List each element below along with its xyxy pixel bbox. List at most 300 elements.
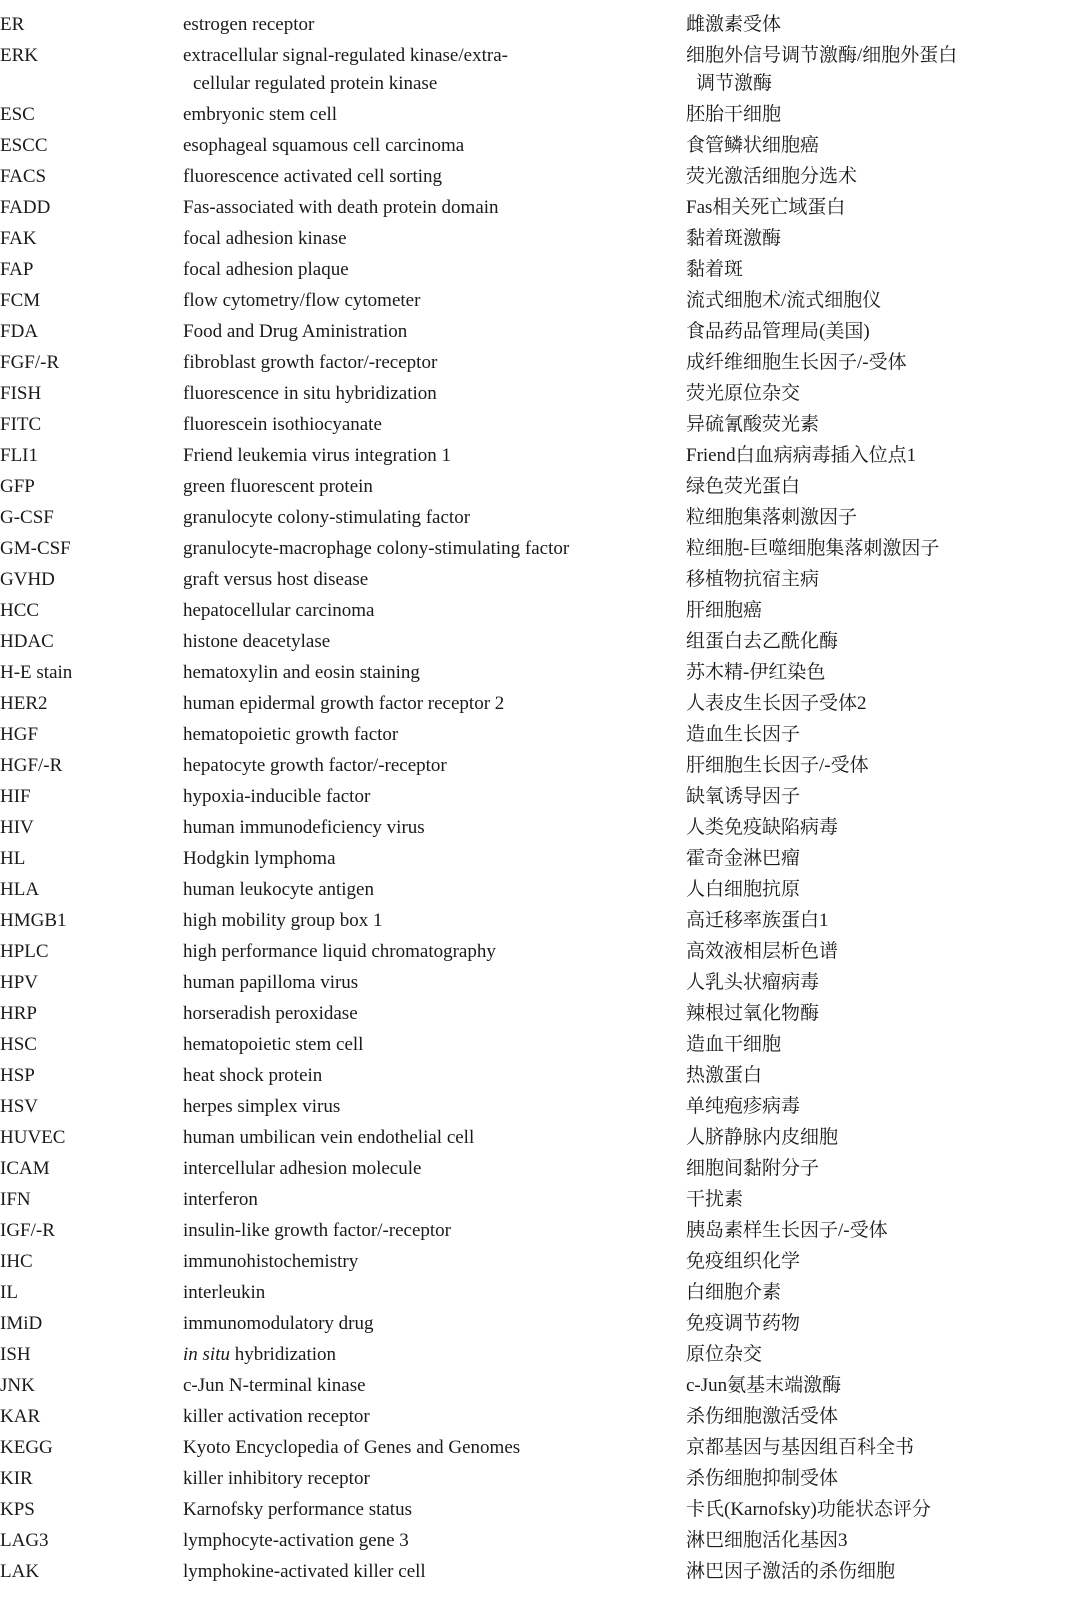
glossary-row [0,42,1069,101]
english-term-line: intercellular adhesion molecule [183,1158,422,1179]
chinese-term [686,349,907,377]
english-term [183,1341,336,1369]
abbreviation: FAP [0,259,34,280]
chinese-term [686,442,916,470]
chinese-term-line: 细胞间黏附分子 [686,1158,820,1179]
chinese-term-line: 造血生长因子 [686,724,801,745]
chinese-term-line: 造血干细胞 [686,1034,782,1055]
chinese-term [686,194,845,222]
chinese-term [686,1496,931,1524]
abbreviation: HLA [0,879,40,900]
abbreviation: HMGB1 [0,910,67,931]
chinese-term [686,845,800,873]
glossary-row [0,442,1069,473]
abbreviation: HIV [0,817,34,838]
english-term-line: interleukin [183,1282,266,1303]
chinese-term-line: 胰岛素样生长因子/-受体 [686,1220,888,1241]
abbreviation: IMiD [0,1313,43,1334]
glossary-row [0,845,1069,876]
english-term [183,1558,426,1586]
english-term-line: immunomodulatory drug [183,1313,374,1334]
chinese-term-line: 人类免疫缺陷病毒 [686,817,839,838]
chinese-term-line: 人表皮生长因子受体2 [686,693,867,714]
english-term [183,1217,451,1245]
chinese-term [686,690,867,718]
abbreviation: IL [0,1282,18,1303]
english-term-line: Fas-associated with death protein domain [183,197,499,218]
english-term [183,752,447,780]
english-term-line: histone deacetylase [183,631,331,652]
english-term [183,1248,358,1276]
chinese-term-line: 霍奇金淋巴瘤 [686,848,801,869]
glossary-list [0,11,1069,1589]
english-term [183,690,504,718]
english-term [183,1403,370,1431]
english-term [183,256,349,284]
chinese-term-line: 热激蛋白 [686,1065,763,1086]
abbreviation: FDA [0,321,39,342]
chinese-term [686,225,781,253]
english-term [183,659,420,687]
abbreviation: FACS [0,166,47,187]
english-term-line: fluorescein isothiocyanate [183,414,382,435]
abbreviation: KIR [0,1468,33,1489]
chinese-term-line: 缺氧诱导因子 [686,786,801,807]
chinese-term-line: 粒细胞-巨噬细胞集落刺激因子 [686,538,940,559]
abbreviation: ERK [0,45,38,66]
glossary-row [0,597,1069,628]
chinese-term [686,163,857,191]
english-term-line: granulocyte colony-stimulating factor [183,507,471,528]
abbreviation: ER [0,14,25,35]
chinese-term-line: 移植物抗宿主病 [686,569,820,590]
chinese-term-line: 干扰素 [686,1189,744,1210]
english-term [183,907,383,935]
abbreviation: GFP [0,476,35,497]
english-term-line: fluorescence activated cell sorting [183,166,443,187]
glossary-row [0,1248,1069,1279]
english-term [183,1000,358,1028]
glossary-row [0,1279,1069,1310]
chinese-term [686,566,819,594]
glossary-row [0,690,1069,721]
abbreviation: KPS [0,1499,35,1520]
chinese-term-line: 调节激酶 [696,73,773,94]
english-term [183,1124,474,1152]
english-term [183,1527,409,1555]
english-term-line: fluorescence in situ hybridization [183,383,437,404]
english-term-line: Friend leukemia virus integration 1 [183,445,452,466]
chinese-term-line: 流式细胞术/流式细胞仪 [686,290,882,311]
chinese-term-line: Friend白血病病毒插入位点1 [686,445,917,466]
chinese-term-line: 异硫氰酸荧光素 [686,414,820,435]
chinese-term-line: 成纤维细胞生长因子/-受体 [686,352,907,373]
chinese-term-line: 细胞外信号调节激酶/细胞外蛋白 [686,45,958,66]
abbreviation: HPLC [0,941,49,962]
english-term-line: c-Jun N-terminal kinase [183,1375,366,1396]
abbreviation: HER2 [0,693,48,714]
english-term [183,535,569,563]
english-term-italic: in situ [183,1344,230,1365]
chinese-term [686,907,829,935]
chinese-term [686,752,869,780]
chinese-term [686,1465,838,1493]
chinese-term [686,721,800,749]
chinese-term [686,1372,841,1400]
chinese-term-line: 粒细胞集落刺激因子 [686,507,858,528]
english-term-rest: hybridization [229,1344,337,1365]
chinese-term-line: 人乳头状瘤病毒 [686,972,820,993]
chinese-term-line: 白细胞介素 [686,1282,782,1303]
chinese-term [686,1124,838,1152]
abbreviation: G-CSF [0,507,54,528]
english-term [183,1031,363,1059]
english-term-line: graft versus host disease [183,569,369,590]
english-term [183,783,370,811]
abbreviation: FITC [0,414,42,435]
abbreviation: HSP [0,1065,35,1086]
english-term-line: lymphokine-activated killer cell [183,1561,426,1582]
english-term [183,721,398,749]
chinese-term [686,287,881,315]
chinese-term [686,1248,800,1276]
english-term-line: embryonic stem cell [183,104,338,125]
chinese-term [686,411,819,439]
glossary-row [0,1527,1069,1558]
chinese-term [686,42,957,98]
chinese-term [686,256,743,284]
abbreviation: ICAM [0,1158,50,1179]
glossary-row [0,1372,1069,1403]
english-term-line: estrogen receptor [183,14,315,35]
english-term [183,442,451,470]
chinese-term-line: 高迁移率族蛋白1 [686,910,829,931]
english-term-line: Karnofsky performance status [183,1499,412,1520]
glossary-row [0,1093,1069,1124]
english-term-line: Kyoto Encyclopedia of Genes and Genomes [183,1437,521,1458]
english-term-line: human papilloma virus [183,972,359,993]
english-term [183,1093,340,1121]
glossary-row [0,1124,1069,1155]
glossary-row [0,752,1069,783]
glossary-row [0,783,1069,814]
abbreviation: FADD [0,197,51,218]
glossary-row [0,1403,1069,1434]
chinese-term-line: Fas相关死亡域蛋白 [686,197,846,218]
english-term-line: green fluorescent protein [183,476,373,497]
english-term [183,1496,412,1524]
english-term [183,597,374,625]
english-term-line: hepatocellular carcinoma [183,600,375,621]
english-term-line: high mobility group box 1 [183,910,383,931]
english-term-line: human immunodeficiency virus [183,817,425,838]
english-term-line: hematoxylin and eosin staining [183,662,420,683]
chinese-term [686,1062,762,1090]
abbreviation: HUVEC [0,1127,66,1148]
english-term-line: herpes simplex virus [183,1096,341,1117]
chinese-term [686,1093,800,1121]
chinese-term-line: 免疫调节药物 [686,1313,801,1334]
chinese-term-line: 黏着斑激酶 [686,228,782,249]
chinese-term-line: 组蛋白去乙酰化酶 [686,631,839,652]
glossary-row [0,907,1069,938]
english-term-line: focal adhesion kinase [183,228,347,249]
english-term [183,938,496,966]
abbreviation: LAG3 [0,1530,49,1551]
english-term-line: heat shock protein [183,1065,323,1086]
chinese-term [686,1527,848,1555]
english-term [183,163,442,191]
chinese-term-line: 黏着斑 [686,259,744,280]
chinese-term [686,1341,762,1369]
chinese-term [686,783,800,811]
english-term-line: extracellular signal-regulated kinase/extra- [183,45,508,66]
english-term-line: insulin-like growth factor/-receptor [183,1220,452,1241]
glossary-row [0,628,1069,659]
chinese-term-line: 绿色荧光蛋白 [686,476,801,497]
english-term [183,566,368,594]
glossary-row [0,318,1069,349]
glossary-row [0,349,1069,380]
chinese-term [686,876,800,904]
chinese-term [686,814,838,842]
glossary-row [0,1341,1069,1372]
glossary-row [0,411,1069,442]
abbreviation: JNK [0,1375,35,1396]
chinese-term [686,1000,819,1028]
abbreviation: FGF/-R [0,352,60,373]
english-term-line: granulocyte-macrophage colony-stimulating factor [183,538,570,559]
abbreviation: HGF [0,724,39,745]
english-term [183,225,347,253]
chinese-term-line: 食品药品管理局(美国) [686,321,870,342]
chinese-term [686,380,800,408]
abbreviation: HL [0,848,26,869]
english-term-line: human umbilican vein endothelial cell [183,1127,475,1148]
glossary-row [0,814,1069,845]
english-term-line: killer inhibitory receptor [183,1468,370,1489]
glossary-row [0,1186,1069,1217]
chinese-term-line: 胚胎干细胞 [686,104,782,125]
abbreviation: FISH [0,383,42,404]
chinese-term-line: 杀伤细胞抑制受体 [686,1468,839,1489]
english-term-line: interferon [183,1189,258,1210]
abbreviation: HCC [0,600,40,621]
chinese-term [686,628,838,656]
abbreviation: HSC [0,1034,37,1055]
glossary-row [0,1031,1069,1062]
chinese-term-line: 免疫组织化学 [686,1251,801,1272]
english-term [183,101,337,129]
glossary-row [0,1310,1069,1341]
abbreviation: IGF/-R [0,1220,55,1241]
chinese-term [686,132,819,160]
chinese-term-line: 肝细胞癌 [686,600,763,621]
chinese-term [686,318,870,346]
glossary-row [0,287,1069,318]
english-term-line: esophageal squamous cell carcinoma [183,135,465,156]
english-term-line: fibroblast growth factor/-receptor [183,352,438,373]
english-term [183,473,373,501]
glossary-row [0,969,1069,1000]
english-term [183,1062,322,1090]
abbreviation: H-E stain [0,662,73,683]
glossary-row [0,1434,1069,1465]
glossary-row [0,380,1069,411]
chinese-term [686,101,781,129]
abbreviation: FAK [0,228,37,249]
chinese-term-line: 肝细胞生长因子/-受体 [686,755,869,776]
glossary-row [0,256,1069,287]
chinese-term [686,535,939,563]
chinese-term-line: 淋巴细胞活化基因3 [686,1530,848,1551]
glossary-row [0,1155,1069,1186]
chinese-term-line: c-Jun氨基末端激酶 [686,1375,842,1396]
glossary-row [0,1062,1069,1093]
chinese-term-line: 荧光原位杂交 [686,383,801,404]
english-term [183,132,464,160]
abbreviation: HGF/-R [0,755,63,776]
chinese-term-line: 苏木精-伊红染色 [686,662,826,683]
english-term [183,1465,370,1493]
english-term-line: high performance liquid chromatography [183,941,496,962]
english-term-line: lymphocyte-activation gene 3 [183,1530,409,1551]
glossary-row [0,1496,1069,1527]
chinese-term [686,473,800,501]
chinese-term [686,1217,888,1245]
chinese-term-line: 卡氏(Karnofsky)功能状态评分 [686,1499,931,1520]
glossary-row [0,101,1069,132]
chinese-term [686,1186,743,1214]
glossary-row [0,225,1069,256]
glossary-row [0,1465,1069,1496]
english-term-line: human epidermal growth factor receptor 2 [183,693,505,714]
english-term-line: killer activation receptor [183,1406,370,1427]
glossary-row [0,1558,1069,1589]
english-term-line: Food and Drug Aministration [183,321,408,342]
abbreviation: FLI1 [0,445,38,466]
chinese-term-line: 人白细胞抗原 [686,879,801,900]
english-term [183,287,420,315]
english-term [183,1310,374,1338]
glossary-row [0,566,1069,597]
glossary-row [0,473,1069,504]
english-term-line: hypoxia-inducible factor [183,786,371,807]
abbreviation: KEGG [0,1437,53,1458]
abbreviation: GM-CSF [0,538,71,559]
chinese-term [686,1279,781,1307]
glossary-row [0,1000,1069,1031]
english-term-line: hematopoietic growth factor [183,724,399,745]
chinese-term-line: 雌激素受体 [686,14,782,35]
english-term-line: focal adhesion plaque [183,259,349,280]
chinese-term-line: 辣根过氧化物酶 [686,1003,820,1024]
abbreviation: ESCC [0,135,48,156]
chinese-term [686,1310,800,1338]
english-term [183,1155,421,1183]
abbreviation: ESC [0,104,35,125]
abbreviation: GVHD [0,569,55,590]
english-term-line: hematopoietic stem cell [183,1034,364,1055]
english-term-line: immunohistochemistry [183,1251,359,1272]
chinese-term-line: 京都基因与基因组百科全书 [686,1437,915,1458]
glossary-row [0,11,1069,42]
chinese-term-line: 高效液相层析色谱 [686,941,839,962]
glossary-row [0,132,1069,163]
glossary-row [0,535,1069,566]
english-term-line: Hodgkin lymphoma [183,848,336,869]
chinese-term-line: 单纯疱疹病毒 [686,1096,801,1117]
abbreviation: HPV [0,972,39,993]
english-term [183,876,374,904]
chinese-term-line: 淋巴因子激活的杀伤细胞 [686,1561,896,1582]
english-term [183,1279,265,1307]
english-term [183,318,407,346]
glossary-row [0,504,1069,535]
chinese-term-line: 杀伤细胞激活受体 [686,1406,839,1427]
chinese-term [686,1403,838,1431]
english-term-line: horseradish peroxidase [183,1003,358,1024]
chinese-term [686,1558,895,1586]
chinese-term [686,1155,819,1183]
chinese-term-line: 人脐静脉内皮细胞 [686,1127,839,1148]
chinese-term-line: 原位杂交 [686,1344,763,1365]
english-term [183,845,336,873]
english-term [183,504,470,532]
abbreviation: IHC [0,1251,33,1272]
chinese-term [686,597,762,625]
english-term [183,1434,520,1462]
glossary-row [0,721,1069,752]
abbreviation: KAR [0,1406,41,1427]
chinese-term [686,938,838,966]
english-term [183,814,425,842]
abbreviation: HSV [0,1096,39,1117]
english-term-line: flow cytometry/flow cytometer [183,290,421,311]
english-term [183,628,330,656]
english-term [183,349,437,377]
glossary-row [0,163,1069,194]
english-term [183,969,358,997]
glossary-row [0,194,1069,225]
english-term-line: human leukocyte antigen [183,879,374,900]
english-term [183,1186,258,1214]
glossary-row [0,876,1069,907]
abbreviation: ISH [0,1344,31,1365]
english-term-line: hepatocyte growth factor/-receptor [183,755,447,776]
english-term [183,380,437,408]
chinese-term [686,659,825,687]
chinese-term [686,11,781,39]
glossary-row [0,659,1069,690]
english-term [183,42,508,98]
english-term [183,11,314,39]
english-term-line: cellular regulated protein kinase [193,73,438,94]
chinese-term-line: 荧光激活细胞分选术 [686,166,858,187]
glossary-row [0,1217,1069,1248]
english-term [183,1372,366,1400]
chinese-term-line: 食管鳞状细胞癌 [686,135,820,156]
abbreviation: IFN [0,1189,31,1210]
chinese-term [686,504,857,532]
chinese-term [686,1434,914,1462]
english-term [183,411,382,439]
english-term [183,194,499,222]
chinese-term [686,1031,781,1059]
abbreviation: HRP [0,1003,37,1024]
abbreviation: HIF [0,786,31,807]
chinese-term [686,969,819,997]
